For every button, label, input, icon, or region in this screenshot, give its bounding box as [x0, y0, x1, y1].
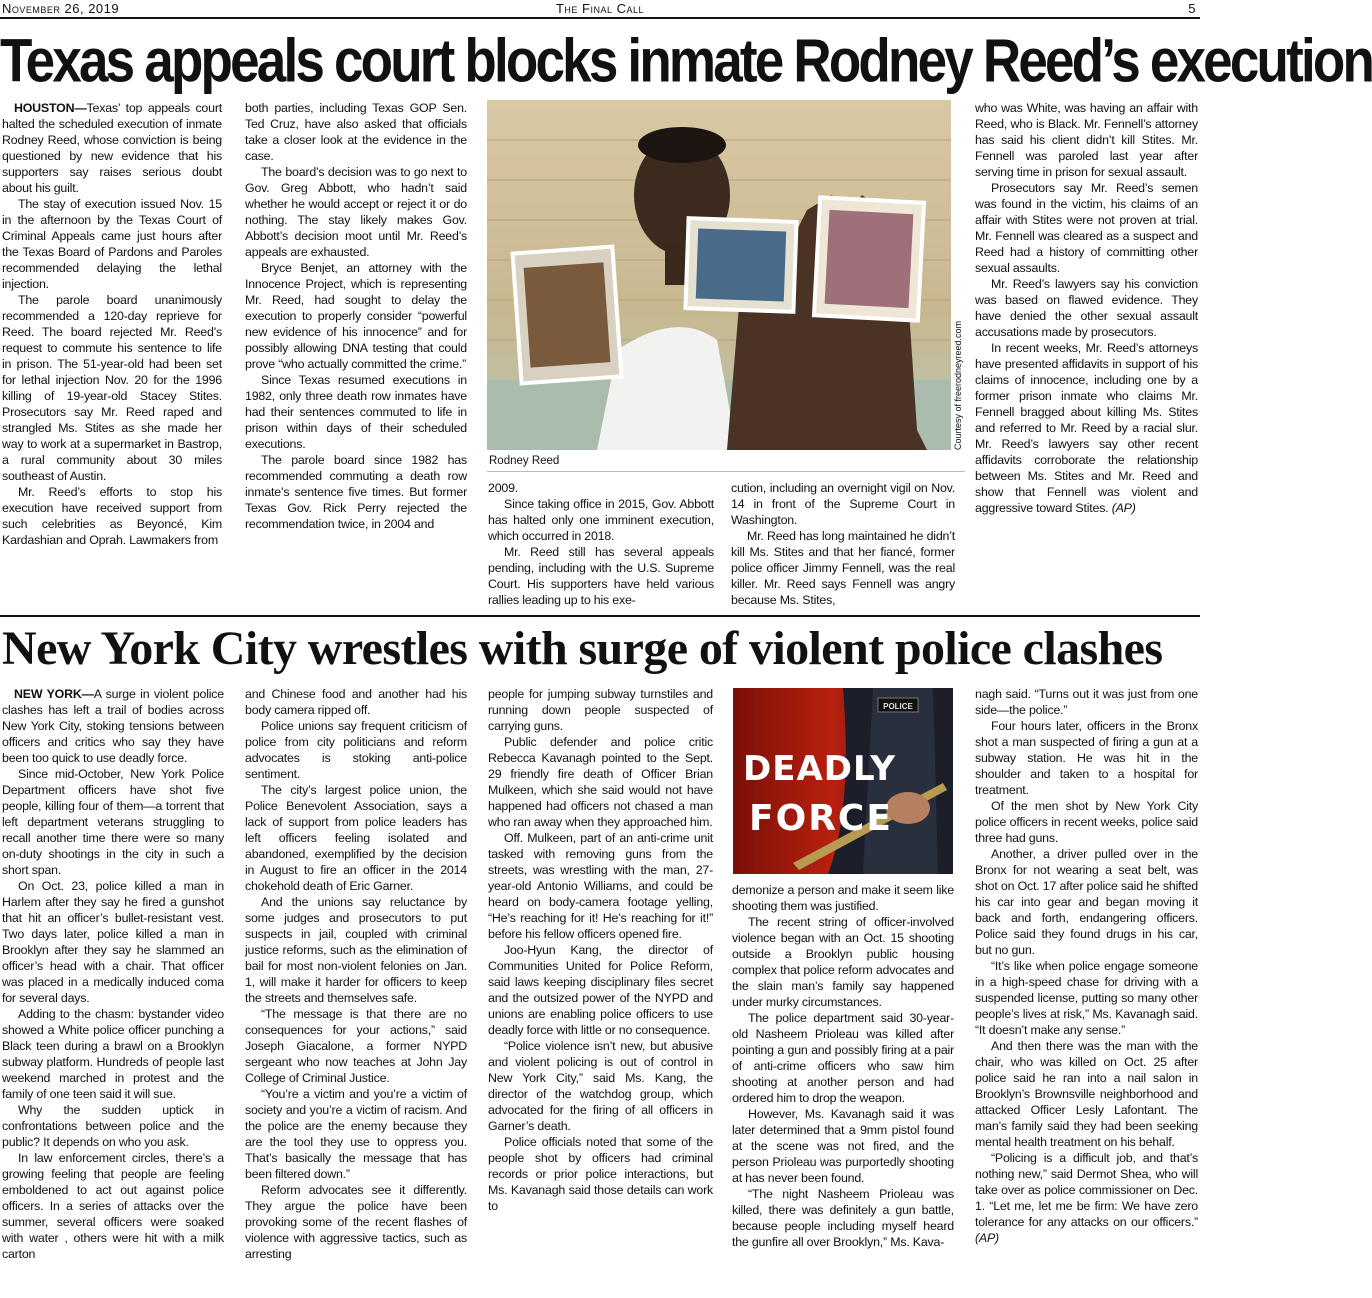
article2-paragraph: Since mid-October, New York Police Department officers have shot five people, killing four of them—a torrent that left department veterans struggling to recall another time there were so many on-duty shootings in the city in such a short span. — [2, 767, 224, 877]
article2-paragraph: Off. Mulkeen, part of an anti-crime unit tasked with removing guns from the streets, was wrestling with the man, 27-year-old Antonio Williams, and could be heard on body-camera footage yelling, “He’s reaching for it! He’s reaching for it!” before his fellow officers opened fire. — [488, 831, 713, 941]
article1-paragraph: 2009. — [488, 481, 519, 495]
article2-column-5 — [975, 686, 1198, 1296]
deadly-force-graphic — [733, 688, 953, 874]
article2-paragraph: Public defender and police critic Rebecca Kavanagh pointed to the Sept. 29 friendly fire death of Officer Brian Mulkeen, which she said would not have happened had officers not chased a man who ran away when they approached him. — [488, 735, 713, 829]
deadly-force-graphic-image — [733, 688, 953, 874]
article2-paragraph: Of the men shot by New York City police officers in recent weeks, police said three had guns. — [975, 799, 1198, 845]
article1-column-5 — [975, 100, 1198, 612]
article1-dateline: HOUSTON— — [14, 101, 87, 115]
deadly-text: DEADLY — [743, 749, 896, 789]
article2-paragraph: “Policing is a difficult job, and that’s nothing new,” said Dermot Shea, who will take over as police commissioner on Dec. 1. “Let me, let me be firm: We have zero tolerance for any attacks on our officers.” (AP) — [975, 1151, 1198, 1245]
page-number: 5 — [1188, 1, 1196, 16]
article2-paragraph: Police officials noted that some of the people shot by officers had criminal records or prior police interactions, but Ms. Kavanagh said those details can work to — [488, 1135, 713, 1213]
article1-paragraph: who was White, was having an affair with Reed, who is Black. Mr. Fennell’s attorney has said his client didn’t kill Stites. Mr. Fennell was paroled last year after serving time in prison for sexual assault. — [975, 101, 1198, 179]
article1-column-2 — [245, 100, 467, 612]
article1-paragraph: Mr. Reed’s lawyers say his conviction was based on flawed evidence. They have denied the other sexual assault accusations made by prosecutors. — [975, 277, 1198, 339]
article2-paragraph: Joo-Hyun Kang, the director of Communities United for Police Reform, said laws keeping disciplinary files secret and the outsized power of the NYPD and unions are enabling police officers to use deadly force with little or no consequence. — [488, 943, 713, 1037]
article2-paragraph: “The message is that there are no consequences for your actions,” said Joseph Giacalone, a former NYPD sergeant who now teaches at John Jay College of Criminal Justice. — [245, 1007, 467, 1085]
article1-paragraph: both parties, including Texas GOP Sen. Ted Cruz, have also asked that officials take a closer look at the evidence in the case. — [245, 101, 467, 163]
article2-column-3 — [488, 686, 713, 1296]
article1-paragraph: Prosecutors say Mr. Reed’s semen was found in the victim, his claims of an affair with Stites were not proven at trial. Mr. Fennell was cleared as a suspect and Reed had a history of committing other sexual assaults. — [975, 181, 1198, 275]
article2-paragraph: NEW YORK—A surge in violent police clashes has left a trail of bodies across New York City, stoking tensions between officers and critics who say they have been too quick to use deadly force. — [2, 687, 224, 765]
article1-paragraph: The board’s decision was to go next to Gov. Greg Abbott, who hadn’t said whether he would accept or reject it or do nothing. The stay likely makes Gov. Abbott’s decision moot until Mr. Reed’s appeals are exhausted. — [245, 165, 467, 259]
article1-paragraph: Mr. Reed has long maintained he didn’t kill Ms. Stites and that her fiancé, former police officer Jimmy Fennell, was the real killer. Mr. Reed says Fennell was angry because Ms. Stites, — [731, 529, 955, 607]
photo-credit: Courtesy of freerodneyreed.com — [953, 320, 963, 450]
article2-paragraph: demonize a person and make it seem like shooting them was justified. — [732, 883, 954, 913]
article2-paragraph: people for jumping subway turnstiles and running down people suspected of carrying guns. — [488, 687, 713, 733]
article1-paragraph: HOUSTON—Texas’ top appeals court halted the scheduled execution of inmate Rodney Reed, whose conviction is being questioned by new evidence that his supporters say raises serious doubt about his guilt. — [2, 101, 222, 195]
article2-paragraph: Adding to the chasm: bystander video showed a White police officer punching a Black teen during a brawl on a Brooklyn subway platform. Hundreds of people last weekend marched in protest and the family of one teen said it will sue. — [2, 1007, 224, 1101]
article2-column-4 — [732, 882, 954, 1296]
article2-paragraph: Why the sudden uptick in confrontations between police and the public? It depends on who you ask. — [2, 1103, 224, 1149]
article1-paragraph: Since Texas resumed executions in 1982, only three death row inmates have had their sentences commuted to life in prison within days of their scheduled executions. — [245, 373, 467, 451]
article2-paragraph: “Police violence isn’t new, but abusive and violent policing is out of control in New York City,” said Ms. Kang, the director of the watchdog group, which advocated for the firing of all officers in Garner’s death. — [488, 1039, 713, 1133]
article2-paragraph: And then there was the man with the chair, who was killed on Oct. 25 after police said he ran into a nail salon in Brooklyn’s Brownsville neighborhood and attacked Officer Lesly Lafontant. The man’s family said they had been seeking mental health treatment on his behalf. — [975, 1039, 1198, 1149]
rodney-reed-photo — [487, 100, 951, 450]
article2-paragraph: On Oct. 23, police killed a man in Harlem after they say he fired a gunshot that hit an officer’s bullet-resistant vest. Two days later, police killed a man in Brooklyn after they say he slammed an officer’s head with a chair. That officer was placed in a medically induced coma for several days. — [2, 879, 224, 1005]
article1-paragraph: Mr. Reed’s efforts to stop his execution have received support from such celebrities as Beyoncé, Kim Kardashian and Oprah. Lawmakers from — [2, 485, 222, 547]
article2-paragraph: and Chinese food and another had his body camera ripped off. — [245, 687, 467, 717]
article2-paragraph: Another, a driver pulled over in the Bronx for not wearing a seat belt, was shot on Oct. 17 after police said he shifted his car into gear and began moving it back and forth, endangering officers. Police said they found drugs in his car, but no gun. — [975, 847, 1198, 957]
article1-column-4 — [731, 480, 955, 612]
article2-paragraph: And the unions say reluctance by some judges and prosecutors to put suspects in jail, coupled with criminal justice reforms, such as the elimination of bail for most non-violent felonies on Jan. 1, will make it harder for officers to keep the streets and themselves safe. — [245, 895, 467, 1005]
publication-name: The Final Call — [555, 1, 645, 16]
article1-headline: Texas appeals court blocks inmate Rodney Reed’s execution — [0, 27, 1372, 96]
article2-paragraph: “The night Nasheem Prioleau was killed, there was definitely a gun battle, because people including myself heard the gunfire all over Brooklyn,” Ms. Kava- — [732, 1187, 954, 1249]
article1-paragraph: Since taking office in 2015, Gov. Abbott has halted only one imminent execution, which occurred in 2018. — [488, 497, 714, 543]
article1-paragraph: The parole board since 1982 has recommended commuting a death row inmate’s sentence five times. But former Texas Gov. Rick Perry rejected the recommendation twice, in 2004 and — [245, 453, 467, 531]
force-text: FORCE — [749, 798, 893, 839]
article1-signoff: (AP) — [1111, 501, 1136, 515]
article1-paragraph: The stay of execution issued Nov. 15 in the afternoon by the Texas Court of Criminal Appeals came just hours after the Texas Board of Pardons and Paroles recommended delaying the lethal injection. — [2, 197, 222, 291]
article1-paragraph: The parole board unanimously recommended a 120-day reprieve for Reed. The board rejected Mr. Reed’s request to commute his sentence to life in prison. The 51-year-old had been set for lethal injection Nov. 20 for the 1996 killing of 19-year-old Stacey Stites. Prosecutors say Mr. Reed raped and strangled Ms. Stites as she made her way to work at a supermarket in Bastrop, a rural community about 30 miles southeast of Austin. — [2, 293, 222, 483]
article1-paragraph: cution, including an overnight vigil on Nov. 14 in front of the Supreme Court in Washington. — [731, 481, 955, 527]
article2-paragraph: In law enforcement circles, there’s a growing feeling that people are feeling emboldened to act out against police officers. In a series of attacks over the summer, several officers were soaked with water , others were hit with a milk carton — [2, 1151, 224, 1261]
article2-paragraph: “You’re a victim and you’re a victim of society and you’re a victim of racism. And the police are the enemy because they are the tool they use to oppress you. That’s basically the message that has been filtered down.” — [245, 1087, 467, 1181]
article2-paragraph: Four hours later, officers in the Bronx shot a man suspected of firing a gun at a subway station. He was hit in the shoulder and taken to a hospital for treatment. — [975, 719, 1198, 797]
rodney-reed-photo-image — [487, 100, 951, 450]
article2-paragraph: Reform advocates see it differently. They argue the police have been provoking some of the recent flashes of violence with aggressive tactics, such as arresting — [245, 1183, 467, 1261]
article1-column-1 — [2, 100, 222, 612]
article2-paragraph: The city’s largest police union, the Police Benevolent Association, says a lack of support from police leaders has left officers feeling isolated and abandoned, exemplified by the decision in August to fire an officer in the 2014 chokehold death of Eric Garner. — [245, 783, 467, 893]
article1-paragraph: Mr. Reed still has several appeals pending, including with the U.S. Supreme Court. His supporters have held various rallies leading up to his exe- — [488, 545, 714, 607]
article2-paragraph: Police unions say frequent criticism of police from city politicians and reform advocates is stoking anti-police sentiment. — [245, 719, 467, 781]
article2-column-1 — [2, 686, 224, 1296]
article2-headline: New York City wrestles with surge of violent police clashes — [2, 622, 1163, 675]
article2-paragraph: “It’s like when police engage someone in a high-speed chase for driving with a suspended license, putting so many other people’s lives at risk,” Ms. Kavanagh said. “It doesn’t make any sense.” — [975, 959, 1198, 1037]
article2-signoff: (AP) — [975, 1231, 999, 1245]
article1-column-3 — [488, 480, 714, 612]
article2-paragraph: The police department said 30-year-old Nasheem Prioleau was killed after pointing a gun and possibly firing at a pair of anti-crime officers who saw him shooting at another person and had ordered him to drop the weapon. — [732, 1011, 954, 1105]
photo-caption: Rodney Reed — [489, 455, 560, 467]
article2-paragraph: nagh said. “Turns out it was just from one side—the police.” — [975, 687, 1198, 717]
article2-dateline: NEW YORK— — [14, 687, 94, 701]
issue-date: November 26, 2019 — [2, 1, 120, 16]
article2-paragraph: The recent string of officer-involved violence began with an Oct. 15 shooting outside a Brooklyn public housing complex that police reform advocates and the slain man’s family say happened under murky circumstances. — [732, 915, 954, 1009]
section-divider — [0, 615, 1200, 617]
police-badge-text: POLICE — [883, 702, 913, 711]
article1-paragraph: In recent weeks, Mr. Reed’s attorneys have presented affidavits in support of his claims of innocence, including one by a former prison inmate who claims Mr. Fennell bragged about killing Ms. Stites and referred to Mr. Reed by a racial slur. Mr. Reed’s lawyers say other recent affidavits corroborate the relationship between Ms. Stites and Mr. Reed and show that Fennell was violent and aggressive toward Stites. (AP) — [975, 341, 1198, 515]
article1-paragraph: Bryce Benjet, an attorney with the Innocence Project, which is representing Mr. Reed, had sought to delay the execution to properly consider “powerful new evidence of his innocence” and for possibly allowing DNA testing that could prove “who actually committed the crime.” — [245, 261, 467, 371]
page-header — [0, 0, 1200, 19]
caption-rule — [487, 471, 965, 472]
article2-column-2 — [245, 686, 467, 1296]
article2-paragraph: However, Ms. Kavanagh said it was later determined that a 9mm pistol found at the scene was not fired, and the person Prioleau was purportedly shooting at has never been found. — [732, 1107, 954, 1185]
